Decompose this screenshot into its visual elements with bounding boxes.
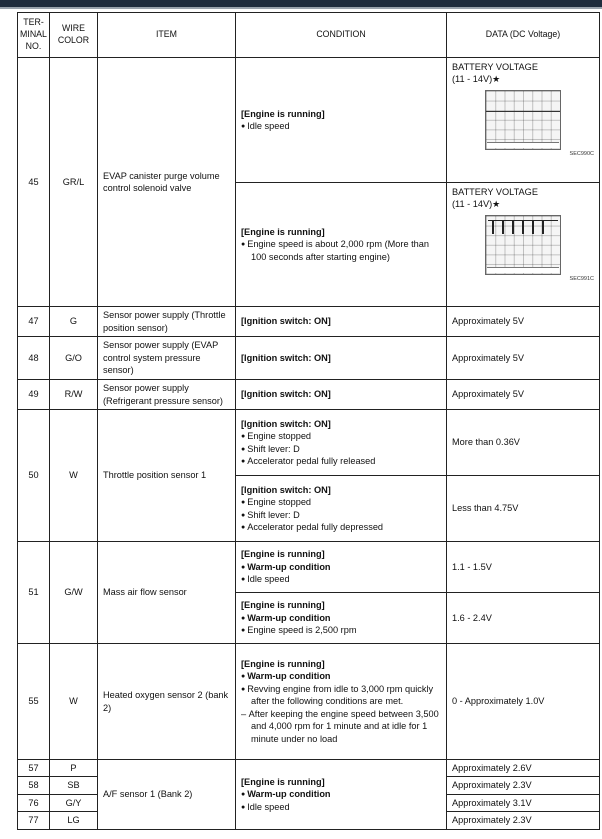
- condition-bullet: ● Engine stopped: [241, 496, 441, 508]
- condition-bullet: ● Idle speed: [241, 120, 441, 132]
- data-label: BATTERY VOLTAGE: [452, 62, 538, 72]
- oscilloscope-waveform-idle: [485, 90, 561, 150]
- condition-bullet: ● Idle speed: [241, 801, 441, 813]
- data-value: (11 - 14V)★: [452, 74, 501, 85]
- wire-color-cell: G/Y: [50, 794, 98, 811]
- item-cell: EVAP canister purge volume control solenoid valve: [98, 58, 236, 307]
- terminal-cell: 47: [18, 307, 50, 337]
- data-cell: Approximately 2.3V: [447, 777, 600, 794]
- item-cell: Mass air flow sensor: [98, 542, 236, 644]
- data-cell: Less than 4.75V: [447, 476, 600, 542]
- wire-color-cell: GR/L: [50, 58, 98, 307]
- wire-color-cell: W: [50, 410, 98, 542]
- data-label: BATTERY VOLTAGE: [452, 187, 538, 197]
- data-cell: [447, 58, 600, 183]
- condition-cell: [Ignition switch: ON]: [236, 380, 447, 410]
- condition-title: [Engine is running]: [241, 600, 325, 611]
- data-cell: Approximately 2.3V: [447, 812, 600, 829]
- condition-bullet: ● Idle speed: [241, 573, 441, 585]
- top-bar: [0, 0, 602, 7]
- terminal-cell: 55: [18, 644, 50, 760]
- condition-bullet: ● Shift lever: D: [241, 443, 441, 455]
- data-cell: [447, 183, 600, 307]
- data-value: (11 - 14V)★: [452, 199, 501, 210]
- condition-cell: [236, 58, 447, 183]
- table-row: [18, 542, 600, 593]
- data-cell: Approximately 2.6V: [447, 760, 600, 777]
- condition-title: [Engine is running]: [241, 659, 325, 670]
- wire-color-cell: SB: [50, 777, 98, 794]
- table-row: [18, 337, 600, 380]
- table-row: [18, 760, 600, 777]
- condition-bullet: ● Shift lever: D: [241, 509, 441, 521]
- wire-color-cell: W: [50, 644, 98, 760]
- table-row: [18, 380, 600, 410]
- condition-bullet: ● Accelerator pedal fully depressed: [241, 521, 441, 533]
- table-row: [18, 644, 600, 760]
- condition-cell: [236, 593, 447, 644]
- condition-title: [Ignition switch: ON]: [241, 418, 331, 429]
- condition-bullet: ● Warm-up condition: [241, 788, 441, 800]
- terminal-cell: 51: [18, 542, 50, 644]
- data-cell: Approximately 5V: [447, 307, 600, 337]
- condition-title: [Engine is running]: [241, 549, 325, 560]
- header-data: DATA (DC Voltage): [447, 13, 600, 58]
- data-cell: More than 0.36V: [447, 410, 600, 476]
- table-header-row: [18, 13, 600, 58]
- data-cell: Approximately 5V: [447, 380, 600, 410]
- top-divider: [0, 7, 602, 9]
- wire-color-cell: LG: [50, 812, 98, 829]
- condition-cell: [236, 476, 447, 542]
- table-row: [18, 410, 600, 476]
- condition-cell: [Ignition switch: ON]: [236, 307, 447, 337]
- data-cell: Approximately 5V: [447, 337, 600, 380]
- ecm-terminal-table: [17, 12, 600, 830]
- terminal-cell: 57: [18, 760, 50, 777]
- wire-color-cell: P: [50, 760, 98, 777]
- wire-color-cell: G/O: [50, 337, 98, 380]
- item-cell: Sensor power supply (Refrigerant pressure sensor): [98, 380, 236, 410]
- item-cell: Throttle position sensor 1: [98, 410, 236, 542]
- item-cell: Sensor power supply (EVAP control system pressure sensor): [98, 337, 236, 380]
- terminal-cell: 58: [18, 777, 50, 794]
- condition-subitem: – After keeping the engine speed between 3,500 and 4,000 rpm for 1 minute and at idle for 1 minute under no load: [241, 708, 441, 745]
- condition-cell: [236, 183, 447, 307]
- item-cell: Sensor power supply (Throttle position sensor): [98, 307, 236, 337]
- header-wire-color: WIRE COLOR: [50, 13, 98, 58]
- terminal-cell: 49: [18, 380, 50, 410]
- condition-bullet: ● Engine stopped: [241, 430, 441, 442]
- condition-cell: [236, 644, 447, 760]
- condition-title: [Ignition switch: ON]: [241, 484, 331, 495]
- condition-cell: [Ignition switch: ON]: [236, 337, 447, 380]
- terminal-cell: 77: [18, 812, 50, 829]
- condition-bullet: ● Warm-up condition: [241, 670, 441, 682]
- figure-code: SEC991C: [569, 275, 594, 282]
- condition-title: [Engine is running]: [241, 776, 325, 787]
- terminal-cell: 45: [18, 58, 50, 307]
- data-cell: 1.6 - 2.4V: [447, 593, 600, 644]
- wire-color-cell: G: [50, 307, 98, 337]
- condition-cell: [236, 760, 447, 830]
- condition-bullet: ● Revving engine from idle to 3,000 rpm quickly after the following conditions are met.: [241, 683, 441, 708]
- terminal-cell: 50: [18, 410, 50, 542]
- table-row: [18, 307, 600, 337]
- header-item: ITEM: [98, 13, 236, 58]
- condition-title: [Engine is running]: [241, 226, 325, 237]
- oscilloscope-waveform-2000rpm: [485, 215, 561, 275]
- figure-code: SEC990C: [569, 150, 594, 157]
- data-cell: Approximately 3.1V: [447, 794, 600, 811]
- table-row: [18, 58, 600, 183]
- terminal-cell: 76: [18, 794, 50, 811]
- terminal-cell: 48: [18, 337, 50, 380]
- wire-color-cell: G/W: [50, 542, 98, 644]
- item-cell: Heated oxygen sensor 2 (bank 2): [98, 644, 236, 760]
- header-terminal: TER-MINAL NO.: [18, 13, 50, 58]
- header-condition: CONDITION: [236, 13, 447, 58]
- data-cell: 0 - Approximately 1.0V: [447, 644, 600, 760]
- condition-title: [Engine is running]: [241, 108, 325, 119]
- condition-bullet: ● Warm-up condition: [241, 561, 441, 573]
- wire-color-cell: R/W: [50, 380, 98, 410]
- condition-cell: [236, 410, 447, 476]
- condition-bullet: ● Engine speed is 2,500 rpm: [241, 624, 441, 636]
- condition-bullet: ● Warm-up condition: [241, 612, 441, 624]
- condition-cell: [236, 542, 447, 593]
- item-cell: A/F sensor 1 (Bank 2): [98, 760, 236, 830]
- condition-bullet: ● Accelerator pedal fully released: [241, 455, 441, 467]
- data-cell: 1.1 - 1.5V: [447, 542, 600, 593]
- condition-bullet: ● Engine speed is about 2,000 rpm (More than 100 seconds after starting engine): [241, 238, 441, 263]
